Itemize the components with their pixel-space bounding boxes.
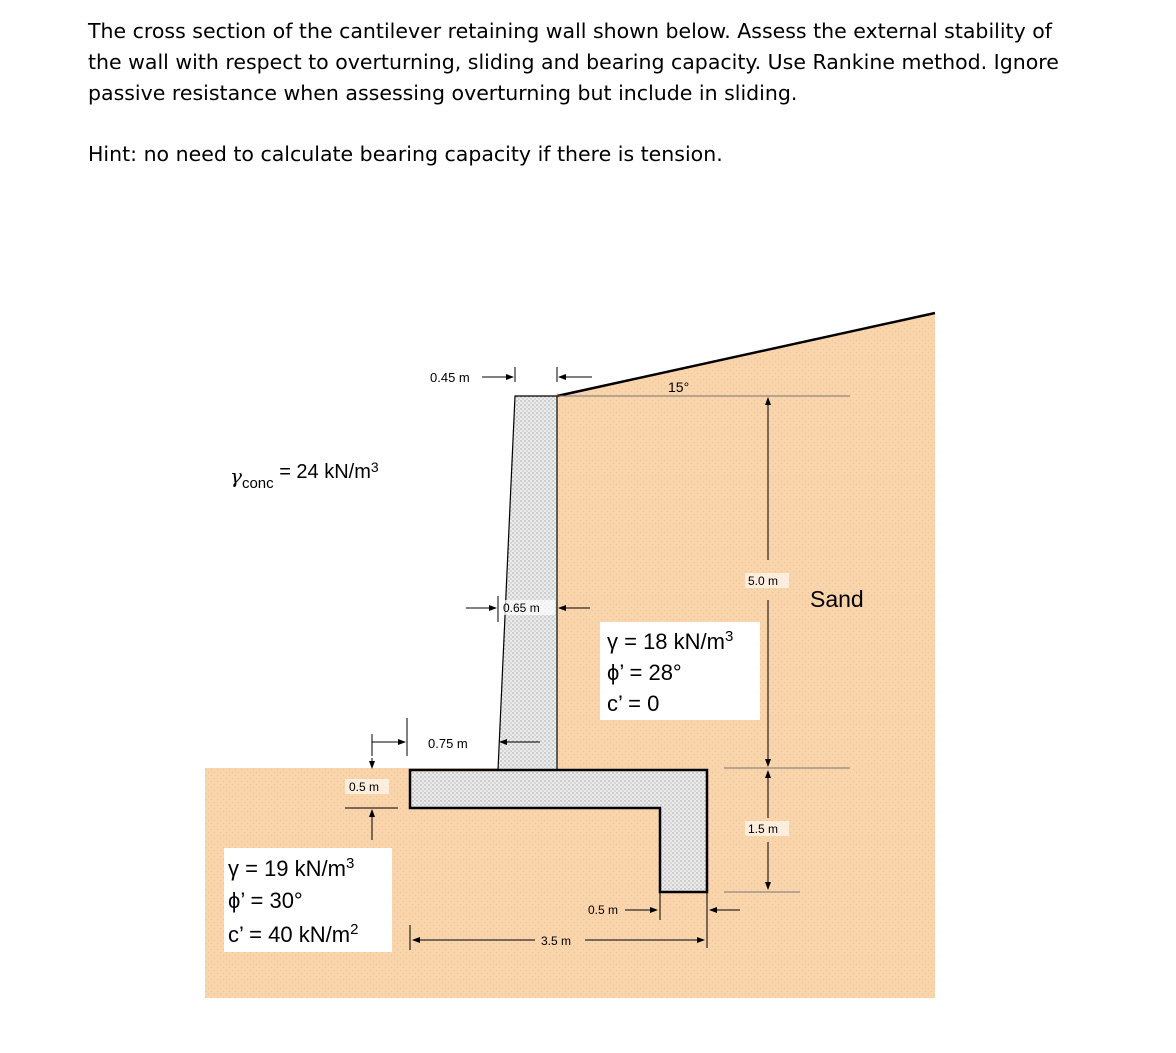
dim-cover-label: 0.5 m xyxy=(349,780,380,794)
backfill-phi: ϕ’ = 28° xyxy=(607,660,682,685)
foundation-phi: ϕ’ = 30° xyxy=(228,888,303,913)
hint-text: Hint: no need to calculate bearing capacity if there is tension. xyxy=(88,142,723,166)
dim-top-width-label: 0.45 m xyxy=(430,370,470,385)
question-line-2: the wall with respect to overturning, sliding and bearing capacity. Use Rankine method. Ignore xyxy=(88,50,1059,74)
question-line-1: The cross section of the cantilever retaining wall shown below. Assess the external stability of xyxy=(88,19,1052,43)
dim-stem-base-label: 0.75 m xyxy=(428,736,468,751)
question-line-3: passive resistance when assessing overturning but include in sliding. xyxy=(88,81,798,105)
backfill-gamma: γ = 18 $kN/m^3$ xyxy=(607,628,734,654)
dim-stem-mid-label: 0.65 m xyxy=(503,601,540,615)
backfill-cohesion: c’ = 0 xyxy=(607,691,660,716)
foundation-gamma: γ = 19 $kN/m^3$ xyxy=(228,855,355,881)
dim-height-label: 5.0 m xyxy=(748,574,779,588)
wall-stem xyxy=(498,396,557,770)
foundation-cohesion: c’ = 40 $kN/m^2$ xyxy=(228,921,359,947)
slope-angle-label: 15° xyxy=(668,379,690,395)
concrete-unit-weight: $\gamma_{conc} = 24$ $kN/m^3$ xyxy=(230,459,379,492)
backfill-label: Sand xyxy=(810,586,864,612)
dim-key-depth-label: 1.5 m xyxy=(748,822,779,836)
dim-key-width-label: 0.5 m xyxy=(588,903,619,917)
dim-base-width-label: 3.5 m xyxy=(541,934,572,948)
